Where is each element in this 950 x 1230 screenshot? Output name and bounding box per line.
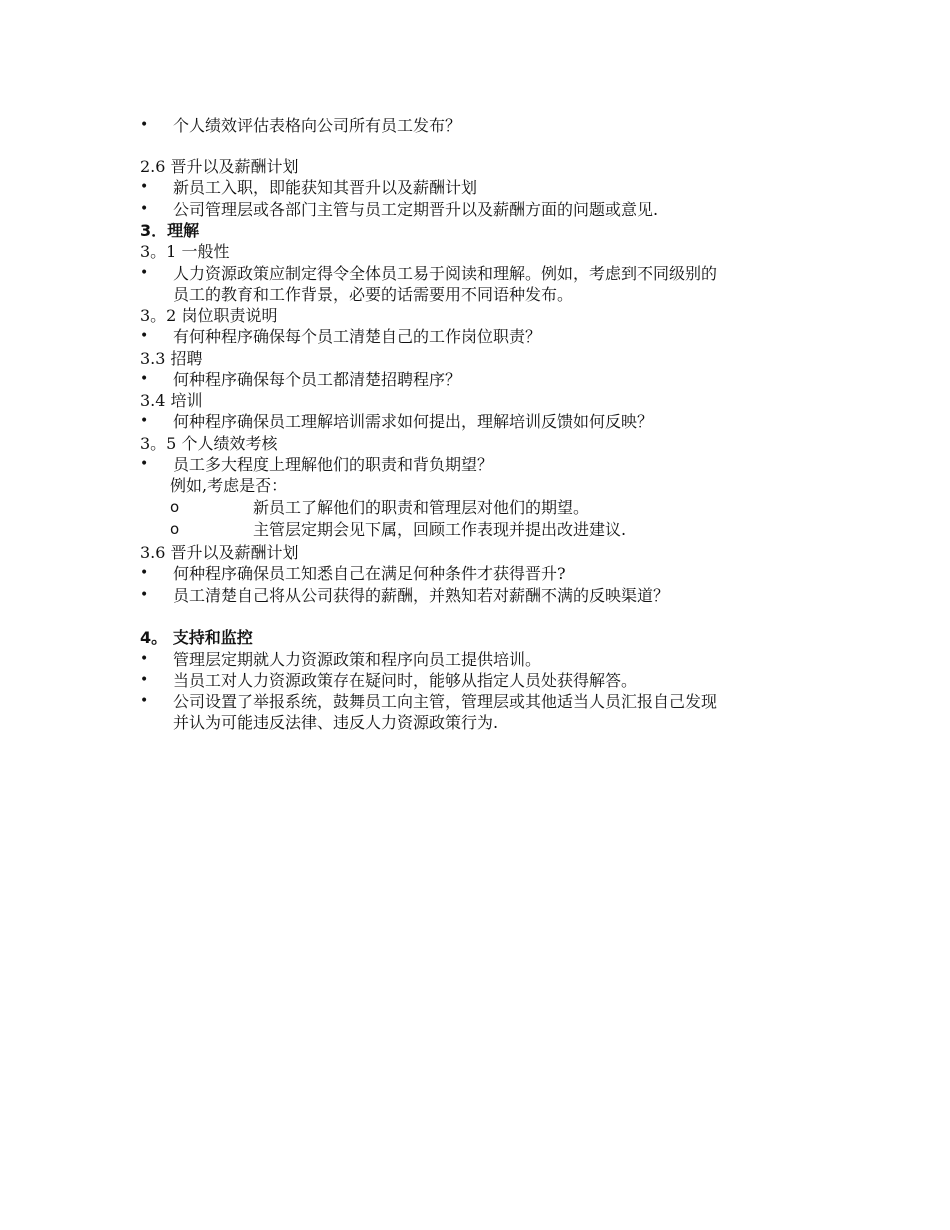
list-item-text: 员工多大程度上理解他们的职责和背负期望？: [173, 455, 494, 474]
bullet-marker: •: [140, 117, 149, 133]
bullet-marker: •: [140, 371, 149, 387]
bullet-marker: •: [140, 587, 149, 603]
list-item-text: 公司设置了举报系统，鼓舞员工向主管，管理层或其他适当人员汇报自己发现: [173, 692, 718, 711]
indented-text: 例如,考虑是否：: [170, 476, 288, 495]
section-heading: 4。 支持和监控: [140, 628, 253, 647]
subsection-heading: 3。1 一般性: [140, 242, 230, 261]
bullet-marker: •: [140, 328, 149, 344]
list-item-text: 有何种程序确保每个员工清楚自己的工作岗位职责？: [173, 327, 542, 346]
bullet-marker: •: [140, 565, 149, 581]
sub-bullet-marker: o: [170, 520, 180, 538]
bullet-marker: •: [140, 201, 149, 217]
bullet-marker: •: [140, 672, 149, 688]
bullet-marker: •: [140, 413, 149, 429]
subsection-heading: 3。2 岗位职责说明: [140, 306, 278, 325]
sub-bullet-marker: o: [170, 498, 180, 516]
bullet-marker: •: [140, 693, 149, 709]
subsection-heading: 3.4 培训: [140, 391, 203, 410]
list-item-text: 新员工入职，即能获知其晋升以及薪酬计划: [173, 178, 478, 197]
sub-list-item-text: 主管层定期会见下属，回顾工作表现并提出改进建议.: [253, 520, 627, 539]
bullet-marker: •: [140, 265, 149, 281]
list-item-text: 何种程序确保每个员工都清楚招聘程序？: [173, 370, 462, 389]
list-item-text: 个人绩效评估表格向公司所有员工发布？: [173, 116, 462, 135]
bullet-marker: •: [140, 456, 149, 472]
list-item-text: 何种程序确保员工理解培训需求如何提出，理解培训反馈如何反映？: [173, 412, 654, 431]
list-item-text: 人力资源政策应制定得令全体员工易于阅读和理解。例如，考虑到不同级别的: [173, 264, 718, 283]
list-item-continuation: 并认为可能违反法律、违反人力资源政策行为.: [173, 713, 499, 732]
list-item-text: 员工清楚自己将从公司获得的薪酬，并熟知若对薪酬不满的反映渠道？: [173, 586, 670, 605]
subsection-heading: 2.6 晋升以及薪酬计划: [140, 157, 299, 176]
section-heading: 3．理解: [140, 221, 200, 240]
list-item-text: 管理层定期就人力资源政策和程序向员工提供培训。: [173, 650, 542, 669]
subsection-heading: 3。5 个人绩效考核: [140, 434, 278, 453]
subsection-heading: 3.3 招聘: [140, 349, 203, 368]
list-item-text: 当员工对人力资源政策存在疑问时，能够从指定人员处获得解答。: [173, 671, 638, 690]
list-item-text: 何种程序确保员工知悉自己在满足何种条件才获得晋升?: [173, 564, 566, 583]
bullet-marker: •: [140, 651, 149, 667]
sub-list-item-text: 新员工了解他们的职责和管理层对他们的期望。: [253, 498, 590, 517]
list-item-text: 公司管理层或各部门主管与员工定期晋升以及薪酬方面的问题或意见.: [173, 200, 659, 219]
subsection-heading: 3.6 晋升以及薪酬计划: [140, 543, 299, 562]
list-item-continuation: 员工的教育和工作背景，必要的话需要用不同语种发布。: [173, 285, 574, 304]
bullet-marker: •: [140, 179, 149, 195]
